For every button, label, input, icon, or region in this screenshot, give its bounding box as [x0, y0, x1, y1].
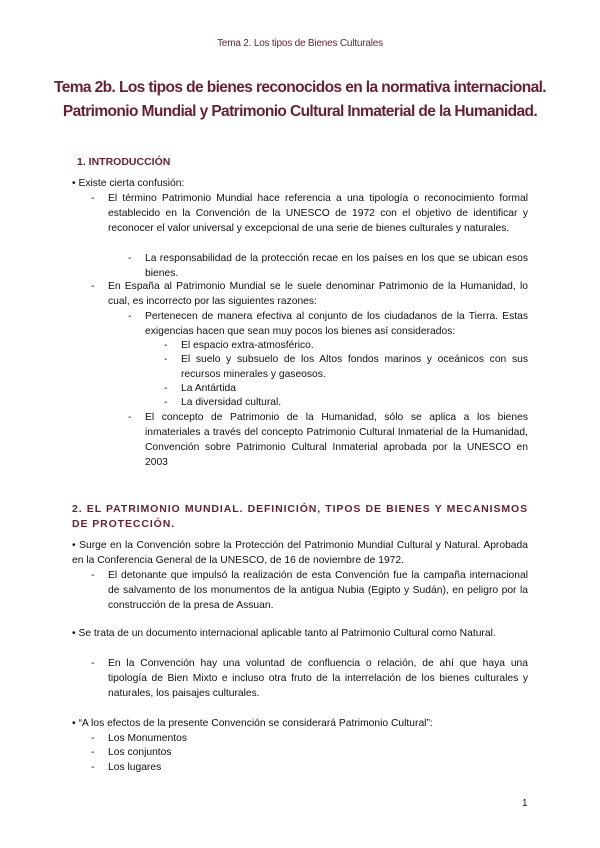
- bullet-confusion: • Existe cierta confusión:: [72, 178, 185, 189]
- dash-marker: -: [91, 733, 95, 744]
- paragraph-responsabilidad: La responsabilidad de la protección recae en los países en los que se ubican esos bienes.: [145, 253, 528, 279]
- title-line-2: Patrimonio Mundial y Patrimonio Cultural Inmaterial de la Humanidad.: [62, 103, 538, 120]
- list-item: La Antártida: [181, 383, 236, 394]
- dash-marker: -: [91, 570, 95, 581]
- list-item: Los lugares: [108, 762, 162, 773]
- dash-marker: -: [128, 253, 132, 264]
- page-number: 1: [522, 798, 528, 809]
- paragraph-documento: • Se trata de un documento internacional aplicable tanto al Patrimonio Cultural como Natural.: [72, 628, 496, 639]
- paragraph-efectos: • “A los efectos de la presente Convención se considerará Patrimonio Cultural”:: [72, 718, 433, 729]
- paragraph-patrimonio-humanidad: El concepto de Patrimonio de la Humanidad, sólo se aplica a los bienes inmateriales a través del concepto Patrimonio Cultural Inmaterial de la Humanidad, Convención sobre Patrimonio Cultural Inmaterial aprobada por la UNESCO en 2003: [145, 412, 528, 468]
- section-2-heading: 2. EL PATRIMONIO MUNDIAL. DEFINICIÓN, TIPOS DE BIENES Y MECANISMOS DE PROTECCIÓN.: [72, 503, 528, 530]
- dash-marker: -: [91, 747, 95, 758]
- dash-marker: -: [91, 281, 95, 292]
- paragraph-patrimonio-mundial: El término Patrimonio Mundial hace referencia a una tipología o reconocimiento formal establecido en la Convención de la UNESCO de 1972 con el objetivo de identificar y reconocer el valor universal y excepcional de una serie de bienes culturales y naturales.: [108, 193, 528, 234]
- list-item: Los conjuntos: [108, 747, 172, 758]
- list-item: Los Monumentos: [108, 733, 187, 744]
- dash-marker: -: [128, 311, 132, 322]
- list-item: La diversidad cultural.: [181, 397, 282, 408]
- dash-marker: -: [91, 193, 95, 204]
- paragraph-pertenecen: Pertenecen de manera efectiva al conjunto de los ciudadanos de la Tierra. Estas exigencias hacen que sean muy pocos los bienes así considerados:: [145, 311, 528, 337]
- paragraph-convencion: En la Convención hay una voluntad de confluencia o relación, de ahí que haya una tipología de Bien Mixto e incluso otra fruto de la interrelación de los bienes culturales y naturales, los paisajes culturales.: [108, 658, 528, 699]
- paragraph-surge: • Surge en la Convención sobre la Protección del Patrimonio Mundial Cultural y Natural. Aprobada en la Conferencia General de la UNESCO, de 16 de noviembre de 1972.: [72, 540, 528, 566]
- dash-marker: -: [91, 762, 95, 773]
- dash-marker: -: [91, 658, 95, 669]
- dash-marker: -: [164, 397, 168, 408]
- dash-marker: -: [164, 340, 168, 351]
- document-title: [40, 76, 560, 124]
- title-line-1: Tema 2b. Los tipos de bienes reconocidos en la normativa internacional.: [54, 79, 546, 96]
- paragraph-espana: En España al Patrimonio Mundial se le suele denominar Patrimonio de la Humanidad, lo cual, es incorrecto por las siguientes razones:: [108, 281, 528, 307]
- dash-marker: -: [128, 412, 132, 423]
- list-item: El espacio extra-atmosférico.: [181, 340, 314, 351]
- list-item: El suelo y subsuelo de los Altos fondos marinos y oceánicos con sus recursos minerales y gaseosos.: [181, 354, 528, 380]
- dash-marker: -: [164, 354, 168, 365]
- section-1-heading: 1. INTRODUCCIÓN: [77, 156, 171, 168]
- paragraph-detonante: El detonante que impulsó la realización de esta Convención fue la campaña internacional de salvamento de los monumentos de la antigua Nubia (Egipto y Sudán), en peligro por la construcción de la presa de Assuan.: [108, 570, 528, 611]
- running-header: Tema 2. Los tipos de Bienes Culturales: [217, 38, 383, 49]
- dash-marker: -: [164, 383, 168, 394]
